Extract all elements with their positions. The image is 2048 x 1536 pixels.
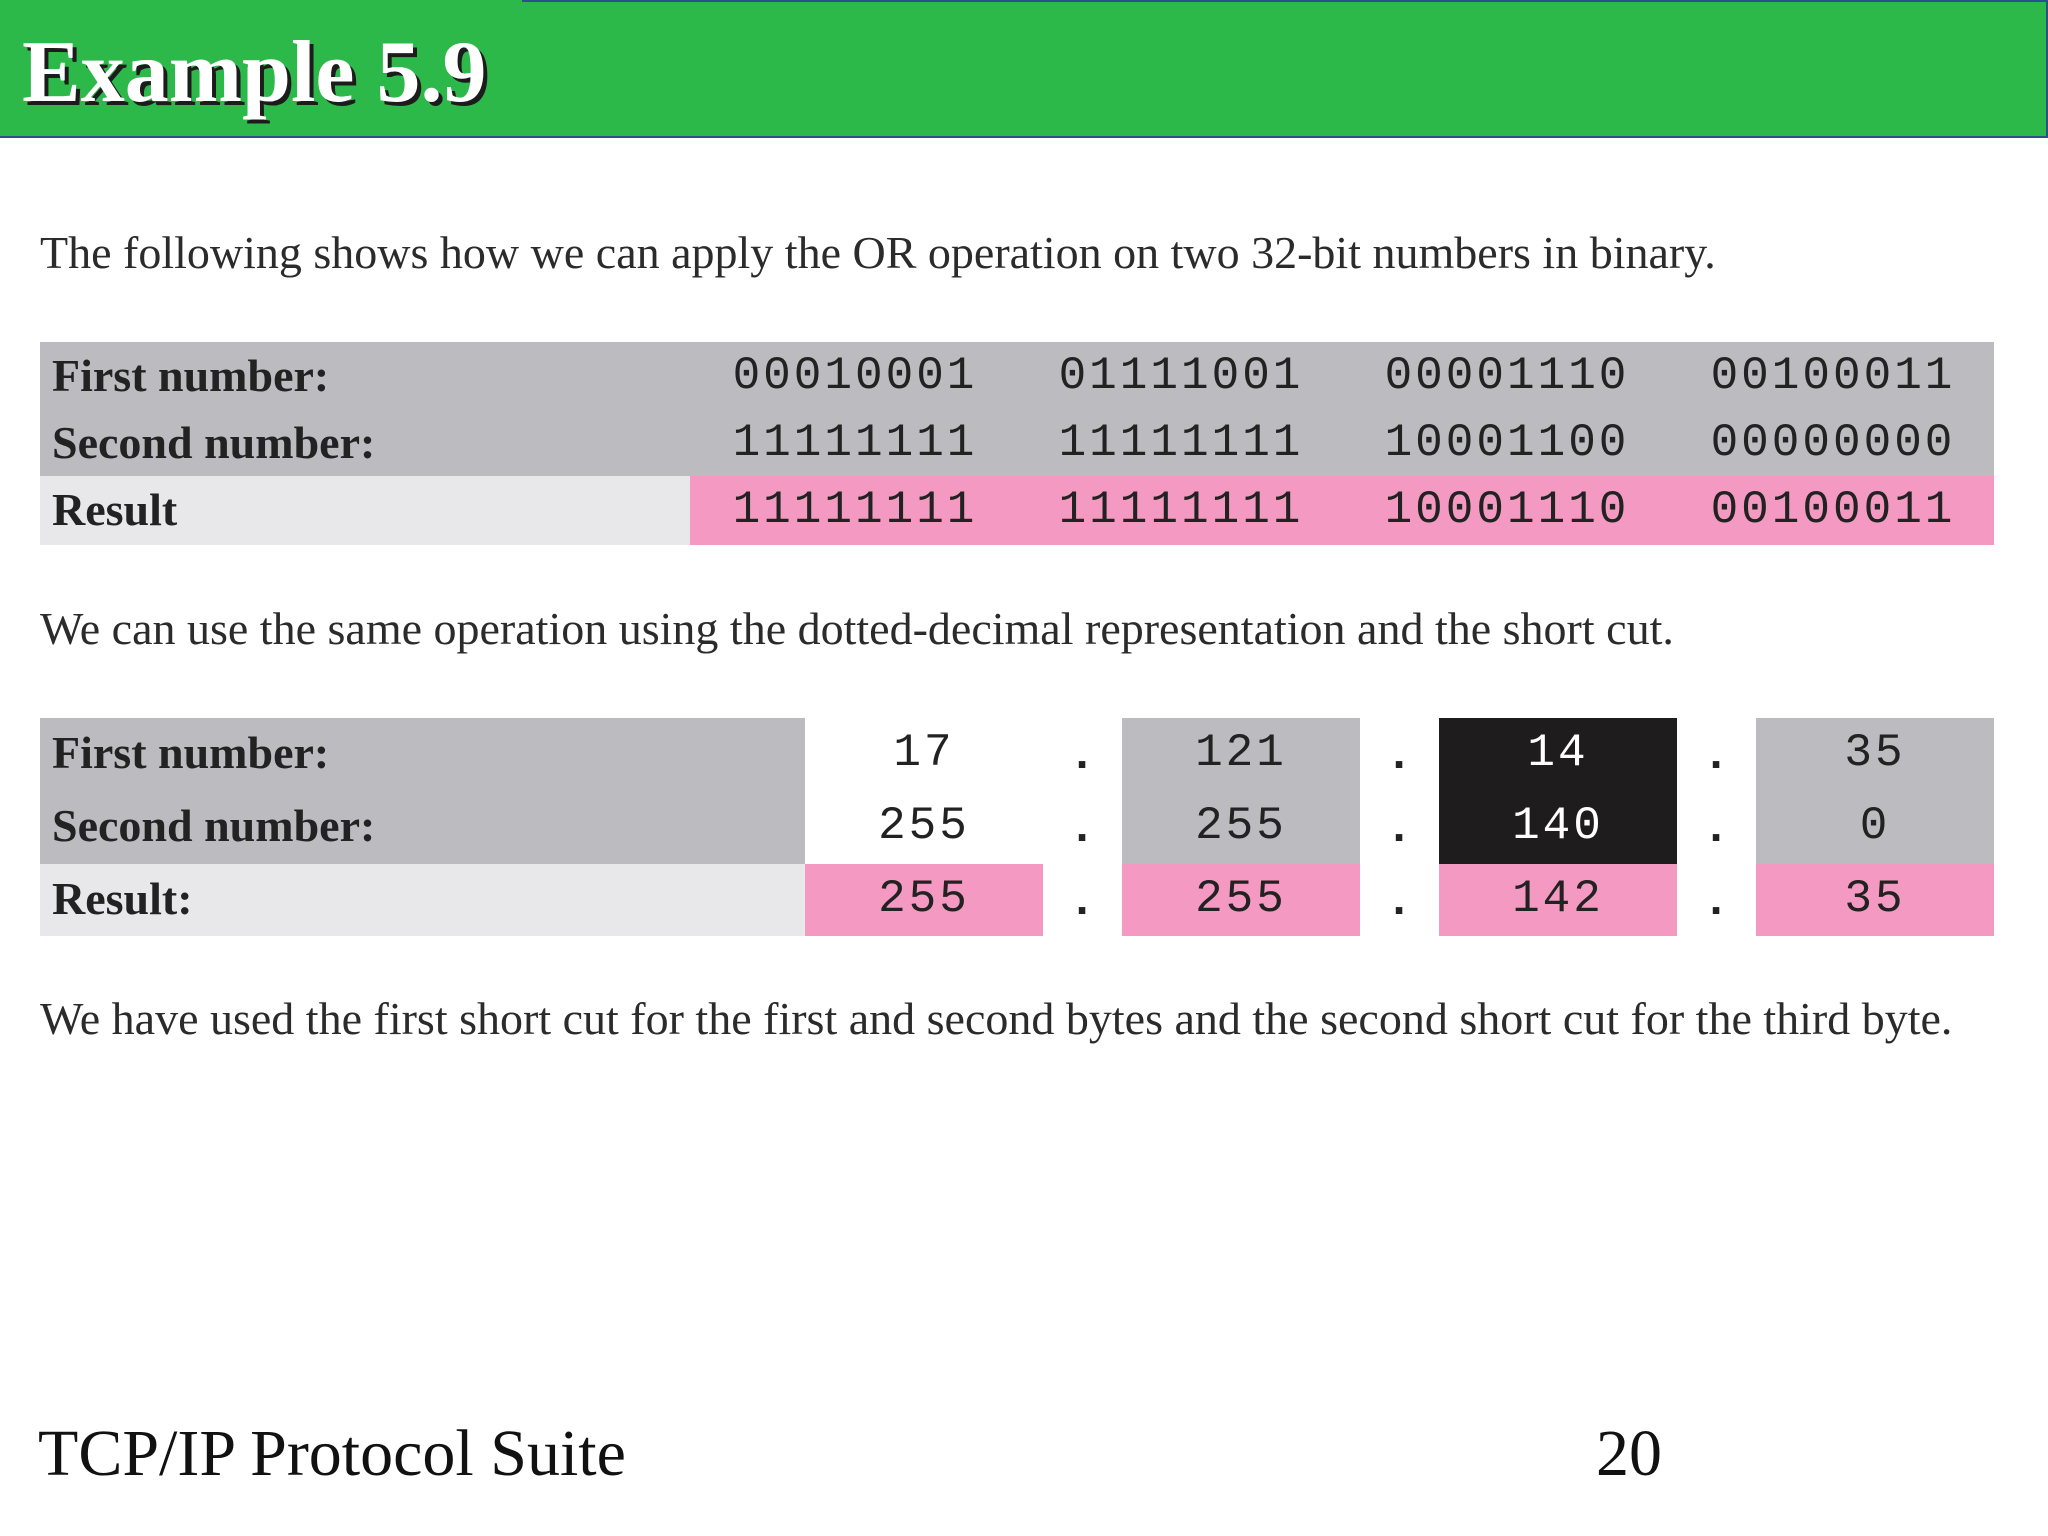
slide-title: Example 5.9	[22, 24, 487, 121]
title-bar	[0, 0, 2048, 138]
decimal-result-cell: 142	[1512, 873, 1604, 925]
binary-result-cell: 11111111	[732, 484, 978, 536]
decimal-cell: 0	[1859, 800, 1891, 852]
decimal-result-cell: 255	[1195, 873, 1287, 925]
decimal-cell: 17	[893, 727, 955, 779]
binary-cell: 00010001	[732, 350, 978, 402]
middle-paragraph: We can use the same operation using the dotted-decimal representation and the short cut.	[40, 603, 1674, 654]
binary-cell: 01111001	[1058, 350, 1304, 402]
binary-result-cell: 10001110	[1384, 484, 1630, 536]
dot-separator: .	[1068, 876, 1096, 928]
dot-separator: .	[1702, 803, 1730, 855]
binary-cell: 00100011	[1710, 350, 1956, 402]
decimal-row-label-first: First number:	[52, 727, 330, 778]
binary-row-label-second: Second number:	[52, 417, 376, 468]
binary-cell: 11111111	[732, 417, 978, 469]
binary-result-cell: 11111111	[1058, 484, 1304, 536]
dot-separator: .	[1385, 803, 1413, 855]
dot-separator: .	[1068, 803, 1096, 855]
decimal-cell: 255	[1195, 800, 1287, 852]
decimal-or-table	[40, 718, 1994, 936]
footer-course-title: TCP/IP Protocol Suite	[38, 1417, 626, 1490]
binary-cell: 10001100	[1384, 417, 1630, 469]
decimal-row-label-result: Result:	[52, 873, 193, 924]
decimal-cell: 35	[1844, 727, 1906, 779]
binary-or-table	[40, 342, 1994, 545]
binary-cell: 00001110	[1384, 350, 1630, 402]
intro-paragraph: The following shows how we can apply the OR operation on two 32-bit numbers in binary.	[40, 227, 1716, 278]
dot-separator: .	[1702, 876, 1730, 928]
decimal-result-cell: 255	[878, 873, 970, 925]
decimal-cell: 14	[1527, 727, 1589, 779]
binary-row-label-first: First number:	[52, 350, 330, 401]
decimal-cell: 255	[878, 800, 970, 852]
footer-page-number: 20	[1596, 1417, 1662, 1490]
binary-cell: 11111111	[1058, 417, 1304, 469]
binary-row-label-result: Result	[52, 484, 178, 535]
conclusion-paragraph: We have used the first short cut for the first and second bytes and the second short cut for the third byte.	[40, 993, 1953, 1044]
decimal-row-label-second: Second number:	[52, 800, 376, 851]
dot-separator: .	[1068, 730, 1096, 782]
decimal-cell: 140	[1512, 800, 1604, 852]
binary-result-cell: 00100011	[1710, 484, 1956, 536]
binary-cell: 00000000	[1710, 417, 1956, 469]
decimal-cell: 121	[1195, 727, 1287, 779]
dot-separator: .	[1702, 730, 1730, 782]
dot-separator: .	[1385, 730, 1413, 782]
decimal-result-cell: 35	[1844, 873, 1906, 925]
title-bar-top-border	[522, 0, 2048, 2]
dot-separator: .	[1385, 876, 1413, 928]
